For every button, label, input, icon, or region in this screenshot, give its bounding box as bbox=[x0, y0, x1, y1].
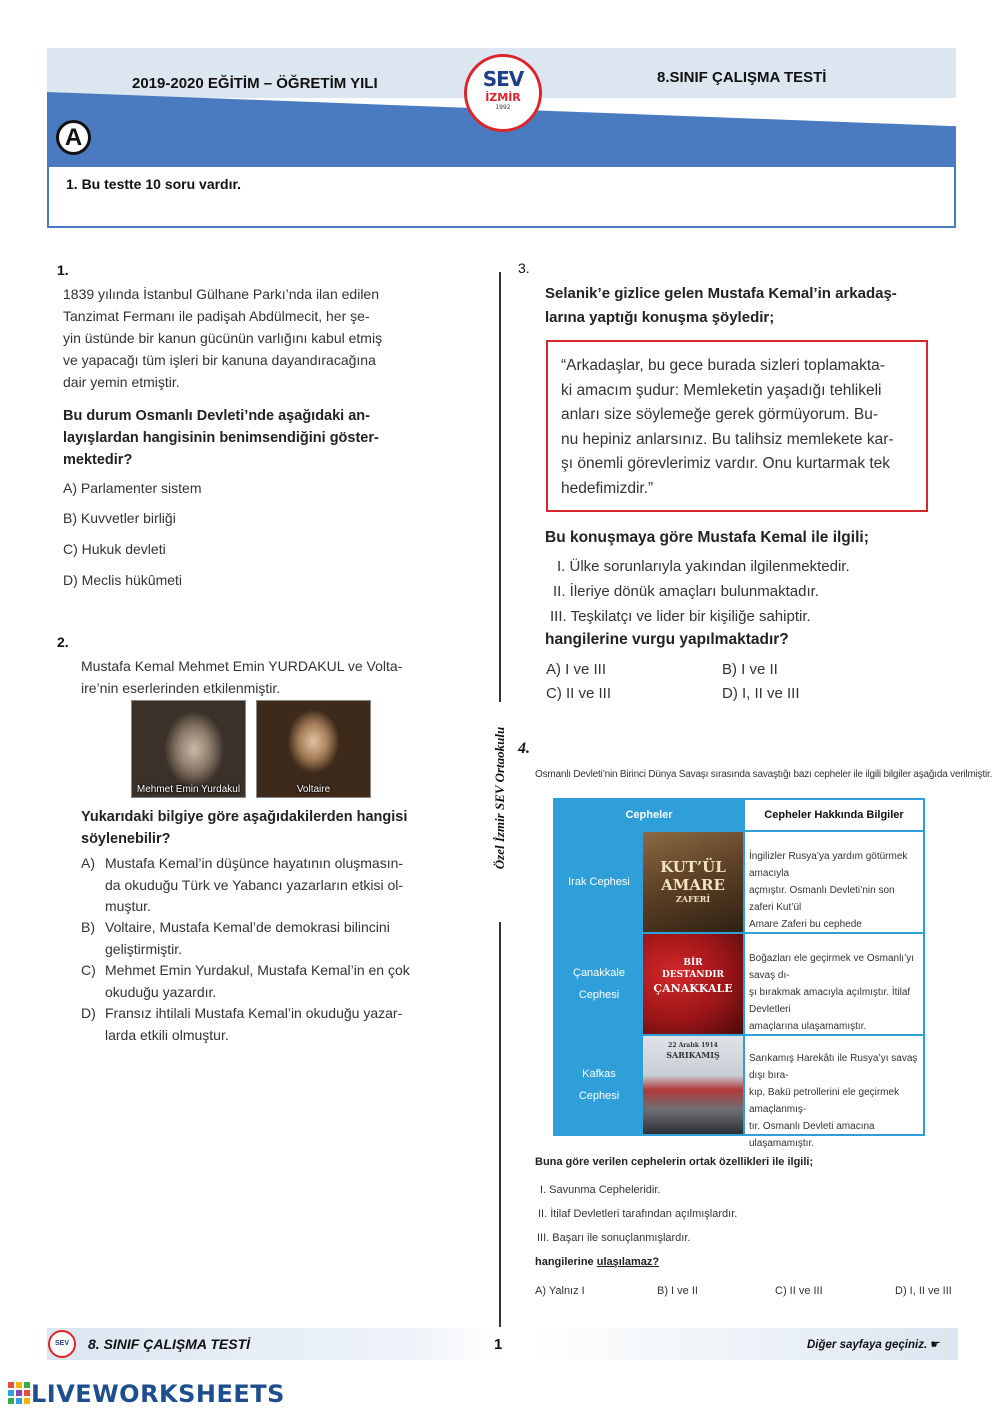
front-iraq bbox=[555, 832, 643, 932]
page-number: 1 bbox=[494, 1336, 503, 1353]
front-canakkale-desc bbox=[743, 934, 923, 1034]
front-canakkale-label: Çanakkale Cephesi bbox=[573, 967, 625, 1001]
q1-text-3: yin üstünde bir kanun gücünün varlığını kabul etmiş bbox=[63, 330, 383, 346]
q1-text-1: 1839 yılında İstanbul Gülhane Parkı’nda ilan edilen bbox=[63, 286, 379, 302]
front-kafkas-desc-3: tır. Osmanlı Devleti amacına ulaşamamıştır. bbox=[749, 1121, 875, 1149]
q4-ask bbox=[535, 1256, 659, 1268]
q3-question: Bu konuşmaya göre Mustafa Kemal ile ilgili; bbox=[545, 529, 869, 546]
q3-statement-3: III. Teşkilatçı ve lider bir kişiliğe sahiptir. bbox=[550, 608, 811, 625]
school-logo bbox=[464, 54, 542, 132]
front-kafkas-image bbox=[643, 1036, 743, 1134]
liveworksheets-logo-icon bbox=[8, 1382, 30, 1404]
q4-fronts-table bbox=[553, 798, 925, 1149]
q3-number: 3. bbox=[518, 260, 530, 276]
logo-main: SEV bbox=[482, 67, 524, 91]
q4-option-c[interactable]: C) II ve III bbox=[775, 1285, 823, 1297]
front-canakkale-image-text-3: ÇANAKKALE bbox=[653, 982, 733, 995]
q3-quote-line-2: ki amacım şudur: Memleketin yaşadığı tehlikeli bbox=[561, 381, 882, 399]
portrait-voltaire-caption: Voltaire bbox=[296, 784, 331, 795]
front-canakkale-desc-2: şı bırakmak amacıyla açılmıştır. İtilaf Devletleri bbox=[749, 987, 911, 1015]
q3-statement-2: II. İleriye dönük amaçları bulunmaktadır. bbox=[553, 583, 819, 600]
front-iraq-image-text-2: AMARE bbox=[661, 876, 725, 894]
front-canakkale-desc-1: Boğazları ele geçirmek ve Osmanlı’yı savaş dı- bbox=[749, 953, 915, 981]
q2-option-a-text bbox=[105, 853, 425, 918]
q2-option-d-line-2: larda etkili olmuştur. bbox=[105, 1026, 229, 1043]
q1-number: 1. bbox=[57, 262, 69, 278]
front-iraq-desc-3: Amare Zaferi bu cephede bbox=[749, 919, 862, 930]
q3-intro-1: Selanik’e gizlice gelen Mustafa Kemal’in arkadaş- bbox=[545, 285, 897, 302]
front-canakkale-desc-3: amaçlarına ulaşamamıştır. bbox=[749, 1021, 867, 1032]
q2-question-2: söylenebilir? bbox=[81, 831, 171, 847]
q2-option-d-line-1: Fransız ihtilali Mustafa Kemal’in okuduğu yazar- bbox=[105, 1005, 403, 1021]
q4-intro: Osmanlı Devleti’nin Birinci Dünya Savaşı sırasında savaştığı bazı cepheler ile ilgili bilgiler aşağıda verilmiştir. bbox=[535, 769, 993, 780]
front-kafkas-image-text-1: 22 Aralık 1914 bbox=[668, 1042, 718, 1049]
school-year: 2019-2020 EĞİTİM – ÖĞRETİM YILI bbox=[132, 75, 378, 92]
front-iraq-image-text-1: KUT’ÜL bbox=[660, 858, 726, 876]
q2-option-a-line-2: da okuduğu Türk ve Yabancı yazarların etkisi ol- bbox=[105, 876, 404, 893]
portrait-yurdakul bbox=[131, 700, 246, 798]
q1-option-c[interactable]: C) Hukuk devleti bbox=[63, 541, 166, 557]
front-kafkas bbox=[555, 1036, 643, 1134]
logo-city: İZMİR bbox=[485, 91, 521, 104]
table-header-fronts: Cepheler bbox=[555, 800, 743, 830]
front-kafkas-label: Kafkas Cephesi bbox=[578, 1068, 620, 1102]
q2-option-b-line-1: Voltaire, Mustafa Kemal’de demokrasi bilincini bbox=[105, 919, 390, 935]
q3-option-c[interactable]: C) II ve III bbox=[546, 685, 612, 702]
q4-option-b[interactable]: B) I ve II bbox=[657, 1285, 698, 1297]
q4-option-a[interactable]: A) Yalnız I bbox=[535, 1285, 585, 1297]
q1-question-1: Bu durum Osmanlı Devleti’nde aşağıdaki an- bbox=[63, 408, 370, 424]
q4-statement-1: I. Savunma Cepheleridir. bbox=[540, 1184, 661, 1196]
school-side-label: Özel İzmir SEV Ortaokulu bbox=[492, 726, 507, 870]
q3-quote-line-4: nu hepiniz anlarsınız. Bu talihsiz memlekete kar- bbox=[561, 430, 894, 448]
front-iraq-image-text-3: ZAFERİ bbox=[675, 894, 711, 904]
q2-text-2: ire’nin eserlerinden etkilenmiştir. bbox=[81, 680, 281, 696]
front-canakkale-image-text-2: DESTANDIR bbox=[661, 970, 725, 980]
q2-option-d-text bbox=[105, 1003, 425, 1046]
q3-ask: hangilerine vurgu yapılmaktadır? bbox=[545, 631, 789, 648]
q2-text-1: Mustafa Kemal Mehmet Emin YURDAKUL ve Volta- bbox=[81, 658, 403, 674]
front-kafkas-desc bbox=[743, 1036, 923, 1149]
test-title: 8.SINIF ÇALIŞMA TESTİ bbox=[657, 69, 827, 86]
front-canakkale-image bbox=[643, 934, 743, 1034]
front-iraq-desc-1: İngilizler Rusya’ya yardım götürmek amacıyla bbox=[749, 851, 908, 879]
q3-quote-line-3: anları size söylemeğe gerek görmüyorum. Bu- bbox=[561, 406, 879, 423]
column-divider-bottom bbox=[499, 922, 501, 1327]
front-canakkale-image-text-1: BİR bbox=[683, 958, 703, 968]
q1-text-2: Tanzimat Fermanı ile padişah Abdülmecit, her şe- bbox=[63, 308, 370, 324]
q3-quote-line-1: “Arkadaşlar, bu gece burada sizleri toplamakta- bbox=[561, 357, 885, 374]
q2-option-a-line-1: Mustafa Kemal’in düşünce hayatının oluşmasın- bbox=[105, 855, 404, 871]
q4-statement-3: III. Başarı ile sonuçlanmışlardır. bbox=[537, 1232, 691, 1244]
q1-text-5: dair yemin etmiştir. bbox=[63, 374, 180, 390]
q2-option-d-key: D) bbox=[81, 1005, 96, 1021]
q1-option-b[interactable]: B) Kuvvetler birliği bbox=[63, 510, 176, 526]
q2-question-1: Yukarıdaki bilgiye göre aşağıdakilerden hangisi bbox=[81, 809, 408, 825]
footer-title: 8. SINIF ÇALIŞMA TESTİ bbox=[88, 1336, 251, 1352]
logo-year: 1992 bbox=[495, 104, 511, 111]
q4-number: 4. bbox=[518, 740, 530, 757]
q4-statement-2: II. İtilaf Devletleri tarafından açılmışlardır. bbox=[538, 1208, 738, 1220]
q3-option-d[interactable]: D) I, II ve III bbox=[722, 685, 800, 702]
q1-option-d[interactable]: D) Meclis hükûmeti bbox=[63, 572, 183, 588]
q3-quote-line-6: hedefimizdir.” bbox=[561, 479, 654, 497]
front-iraq-desc bbox=[743, 832, 923, 932]
front-canakkale bbox=[555, 934, 643, 1034]
q2-option-a-line-3: muştur. bbox=[105, 898, 151, 914]
liveworksheets-watermark: LIVEWORKSHEETS bbox=[31, 1380, 285, 1408]
q2-option-b-line-2: geliştirmiştir. bbox=[105, 940, 183, 957]
q2-option-c-text bbox=[105, 960, 425, 1003]
footer-logo: SEV bbox=[48, 1330, 76, 1358]
q2-option-a-key: A) bbox=[81, 855, 95, 871]
front-iraq-image bbox=[643, 832, 743, 932]
q4-ask-underlined: ulaşılamaz? bbox=[596, 1256, 660, 1268]
front-iraq-desc-2: açmıştır. Osmanlı Devleti’nin son zaferi Kut’ül bbox=[749, 885, 895, 913]
q3-statement-1: I. Ülke sorunlarıyla yakından ilgilenmektedir. bbox=[557, 558, 850, 575]
table-header-info: Cepheler Hakkında Bilgiler bbox=[743, 800, 923, 830]
q3-quote bbox=[561, 354, 919, 501]
front-kafkas-desc-1: Sarıkamış Harekâtı ile Rusya’yı savaş dışı bıra- bbox=[749, 1053, 918, 1081]
front-iraq-label: Irak Cephesi bbox=[568, 876, 630, 888]
front-kafkas-image-text-2: SARIKAMIŞ bbox=[666, 1050, 720, 1060]
front-kafkas-desc-2: kıp, Bakü petrollerini ele geçirmek amaçlanmış- bbox=[749, 1087, 900, 1115]
q3-option-a[interactable]: A) I ve III bbox=[546, 661, 607, 678]
q1-question-3: mektedir? bbox=[63, 452, 133, 468]
q2-number: 2. bbox=[57, 634, 69, 650]
portrait-voltaire bbox=[256, 700, 371, 798]
q1-text-4: ve yapacağı tüm işleri bir kanuna dayandıracağına bbox=[63, 352, 376, 368]
q4-option-d[interactable]: D) I, II ve III bbox=[895, 1285, 952, 1297]
q2-option-c-line-2: okuduğu yazardır. bbox=[105, 983, 217, 1000]
q1-question-2: layışlardan hangisinin benimsendiğini göster- bbox=[63, 430, 379, 446]
info-text: 1. Bu testte 10 soru vardır. bbox=[66, 176, 242, 192]
q4-ask-prefix: hangilerine bbox=[535, 1256, 597, 1268]
q4-question: Buna göre verilen cephelerin ortak özellikleri ile ilgili; bbox=[535, 1156, 814, 1168]
q2-option-c-line-1: Mehmet Emin Yurdakul, Mustafa Kemal’in en çok bbox=[105, 962, 410, 978]
q2-option-b-text bbox=[105, 917, 425, 960]
q1-option-a[interactable]: A) Parlamenter sistem bbox=[63, 480, 202, 496]
q2-option-c-key: C) bbox=[81, 962, 96, 978]
q3-option-b[interactable]: B) I ve II bbox=[722, 661, 778, 678]
booklet-badge: A bbox=[56, 120, 91, 155]
next-page-note: Diğer sayfaya geçiniz. ☛ bbox=[807, 1339, 941, 1351]
q3-quote-line-5: şı önemli görevlerimiz vardır. Onu kurtarmak tek bbox=[561, 455, 891, 472]
q2-option-b-key: B) bbox=[81, 919, 95, 935]
q3-intro-2: larına yaptığı konuşma şöyledir; bbox=[545, 309, 775, 326]
portrait-yurdakul-caption: Mehmet Emin Yurdakul bbox=[136, 784, 241, 795]
column-divider-top bbox=[499, 272, 501, 702]
